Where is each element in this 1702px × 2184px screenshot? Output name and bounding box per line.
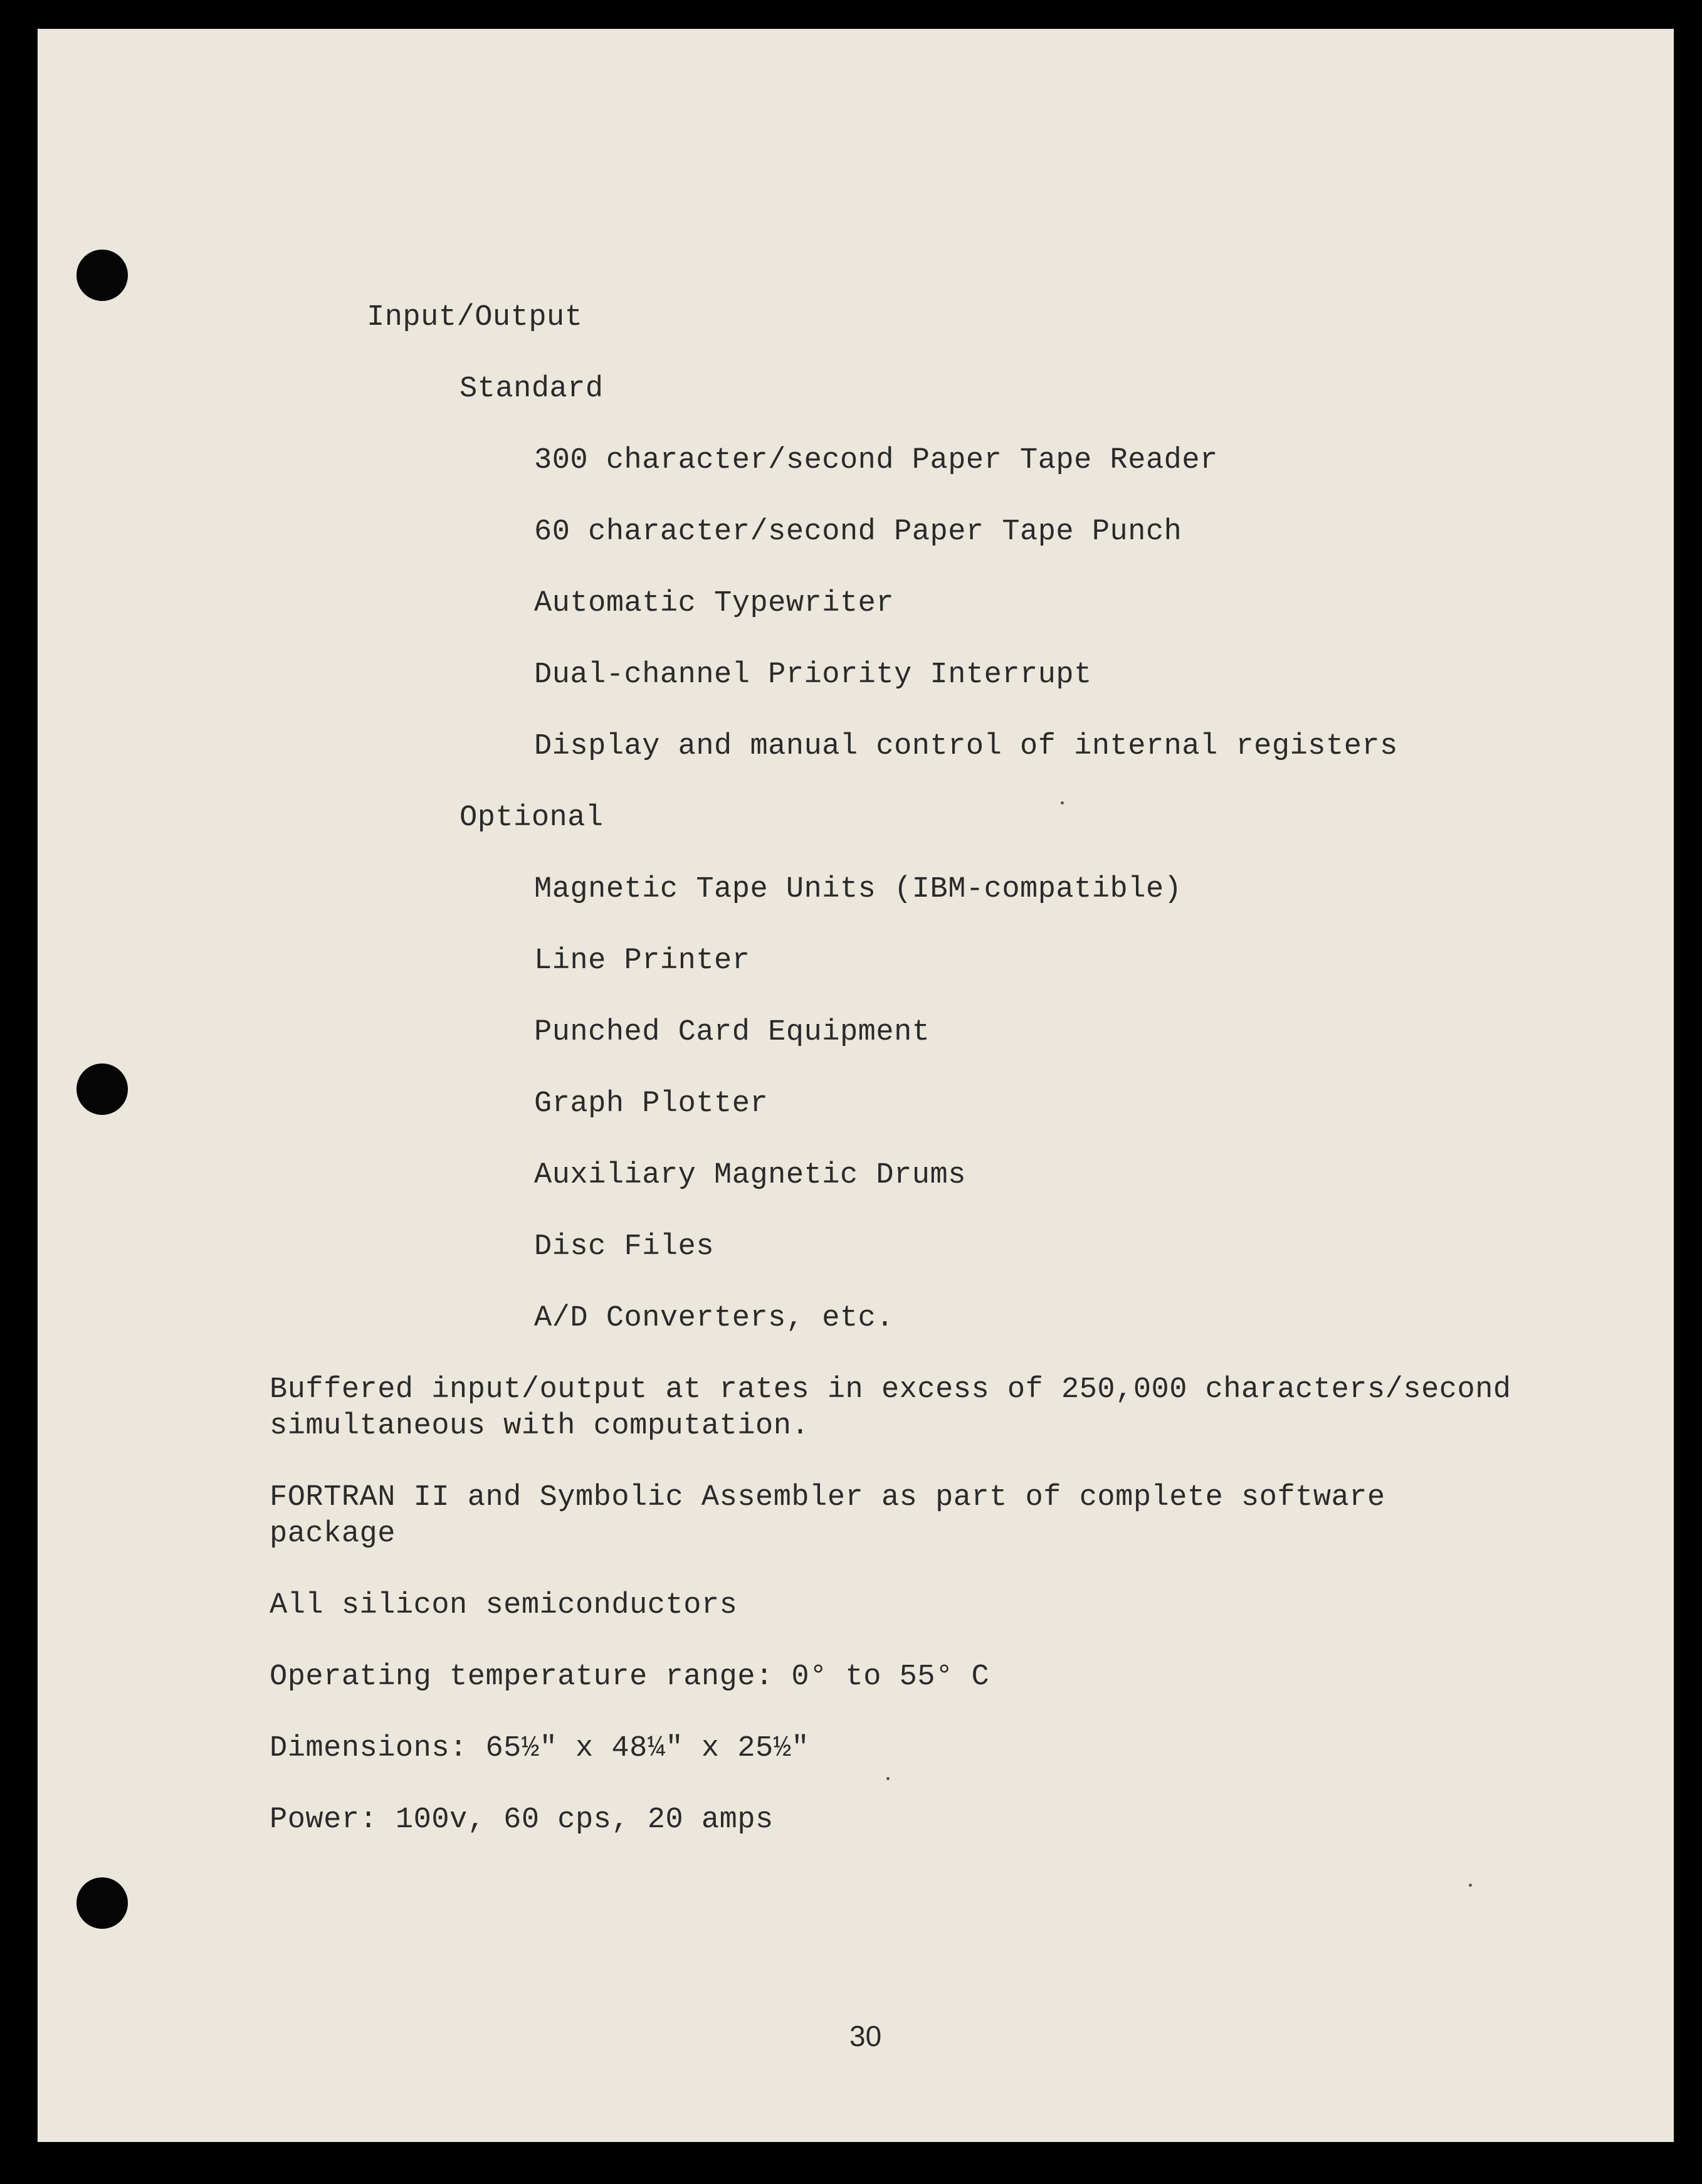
standard-item: 300 character/second Paper Tape Reader bbox=[534, 444, 1218, 477]
optional-item: Auxiliary Magnetic Drums bbox=[534, 1159, 966, 1192]
paper-speck bbox=[886, 1777, 890, 1780]
standard-item: 60 character/second Paper Tape Punch bbox=[534, 515, 1182, 549]
section-heading: Input/Output bbox=[367, 301, 583, 334]
optional-item: A/D Converters, etc. bbox=[534, 1302, 895, 1335]
paper-speck bbox=[1469, 1884, 1472, 1887]
silicon-paragraph: All silicon semiconductors bbox=[270, 1589, 738, 1622]
binder-hole-bottom bbox=[76, 1877, 128, 1929]
power-paragraph: Power: 100v, 60 cps, 20 amps bbox=[270, 1803, 774, 1837]
optional-item: Line Printer bbox=[534, 944, 750, 978]
standard-item: Automatic Typewriter bbox=[534, 587, 895, 620]
page-number: 30 bbox=[849, 2020, 882, 2052]
binder-hole-top bbox=[76, 250, 128, 301]
document-page bbox=[38, 29, 1674, 2142]
buffered-paragraph-line-1: Buffered input/output at rates in excess of 250,000 characters/second bbox=[270, 1373, 1511, 1406]
optional-item: Graph Plotter bbox=[534, 1087, 769, 1121]
fortran-paragraph-line-1: FORTRAN II and Symbolic Assembler as part of complete software bbox=[270, 1481, 1385, 1514]
fortran-paragraph-line-2: package bbox=[270, 1517, 396, 1551]
optional-label: Optional bbox=[460, 801, 604, 835]
binder-hole-middle bbox=[76, 1063, 128, 1115]
optional-item: Magnetic Tape Units (IBM-compatible) bbox=[534, 873, 1182, 906]
temperature-paragraph: Operating temperature range: 0° to 55° C bbox=[270, 1660, 990, 1694]
standard-item: Display and manual control of internal registers bbox=[534, 730, 1398, 763]
buffered-paragraph-line-2: simultaneous with computation. bbox=[270, 1410, 810, 1443]
optional-item: Disc Files bbox=[534, 1230, 715, 1263]
optional-item: Punched Card Equipment bbox=[534, 1016, 930, 1049]
standard-item: Dual-channel Priority Interrupt bbox=[534, 658, 1092, 692]
dimensions-paragraph: Dimensions: 65½" x 48¼" x 25½" bbox=[270, 1732, 810, 1765]
standard-label: Standard bbox=[460, 372, 604, 406]
paper-speck bbox=[1061, 801, 1064, 804]
